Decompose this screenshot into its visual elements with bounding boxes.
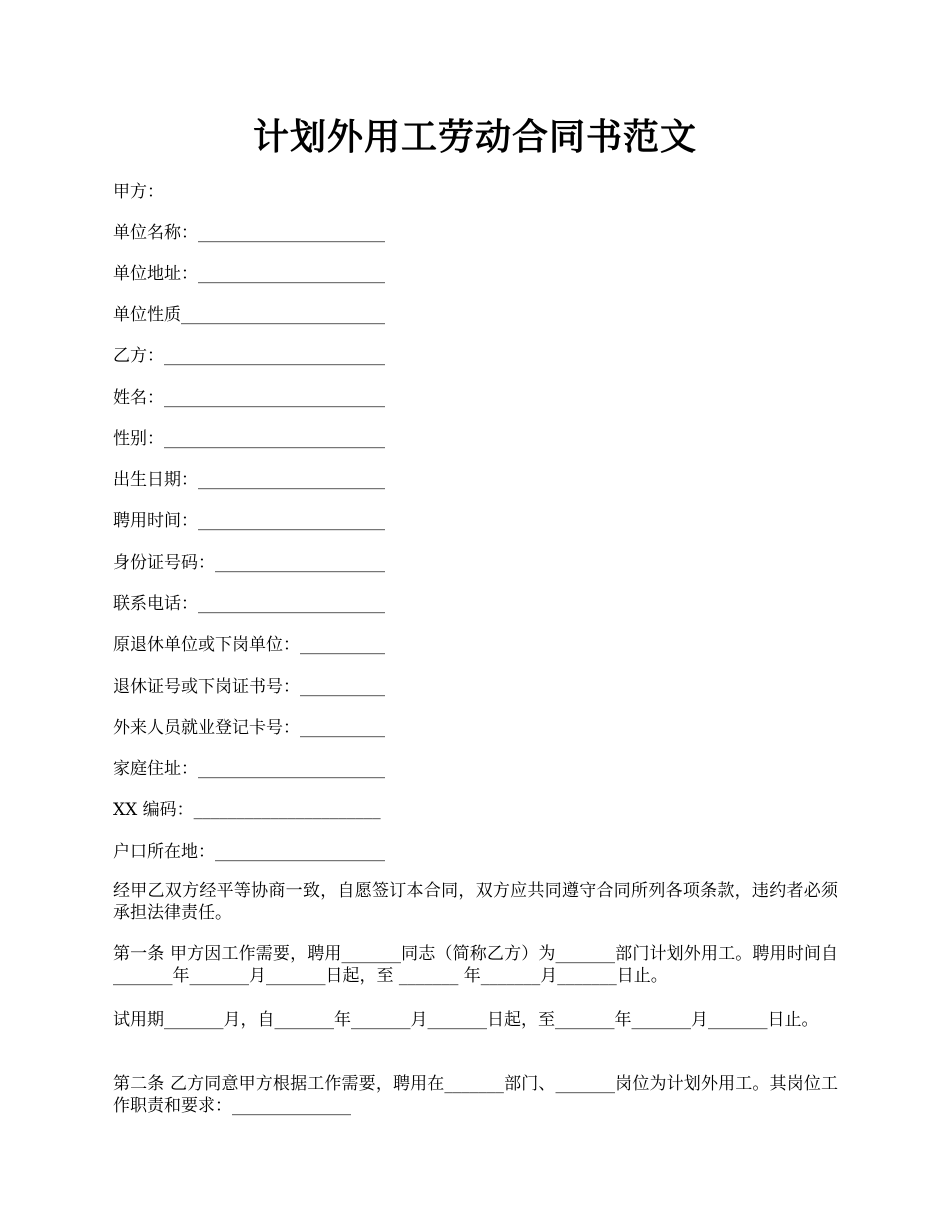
party-a-label: 甲方： <box>113 182 164 202</box>
article-2-paragraph: 第二条 乙方同意甲方根据工作需要，聘用在_______部门、_______岗位为计划外用工。其岗位工作职责和要求：______________ <box>113 1074 838 1116</box>
original-unit-field: 原退休单位或下岗单位：__________ <box>113 635 385 655</box>
probation-paragraph: 试用期_______月，自_______年_______月_______日起，至_______年_______月_______日止。 <box>113 1010 819 1030</box>
intro-paragraph: 经甲乙双方经平等协商一致，自愿签订本合同，双方应共同遵守合同所列各项条款，违约者必须承担法律责任。 <box>113 881 838 923</box>
hukou-field: 户口所在地：____________________ <box>113 842 385 862</box>
home-address-field: 家庭住址：______________________ <box>113 759 385 779</box>
name-field: 姓名：__________________________ <box>113 388 385 408</box>
party-b-field: 乙方：__________________________ <box>113 346 385 366</box>
gender-field: 性别：__________________________ <box>113 429 385 449</box>
phone-field: 联系电话：______________________ <box>113 594 385 614</box>
unit-name-field: 单位名称：______________________ <box>113 223 385 243</box>
retire-cert-field: 退休证号或下岗证书号：__________ <box>113 677 385 697</box>
unit-nature-field: 单位性质________________________ <box>113 305 385 325</box>
hire-time-field: 聘用时间：______________________ <box>113 511 385 531</box>
birth-date-field: 出生日期：______________________ <box>113 470 385 490</box>
id-number-field: 身份证号码：____________________ <box>113 553 385 573</box>
article-1-paragraph: 第一条 甲方因工作需要，聘用_______同志（简称乙方）为_______部门计划外用工。聘用时间自_______年_______月_______日起，至 _______ 年_______月_______日止。 <box>113 944 838 986</box>
unit-address-field: 单位地址：______________________ <box>113 264 385 284</box>
migrant-card-field: 外来人员就业登记卡号：__________ <box>113 718 385 738</box>
xx-code-field: XX 编码：______________________ <box>113 800 381 820</box>
page-title: 计划外用工劳动合同书范文 <box>252 116 697 158</box>
